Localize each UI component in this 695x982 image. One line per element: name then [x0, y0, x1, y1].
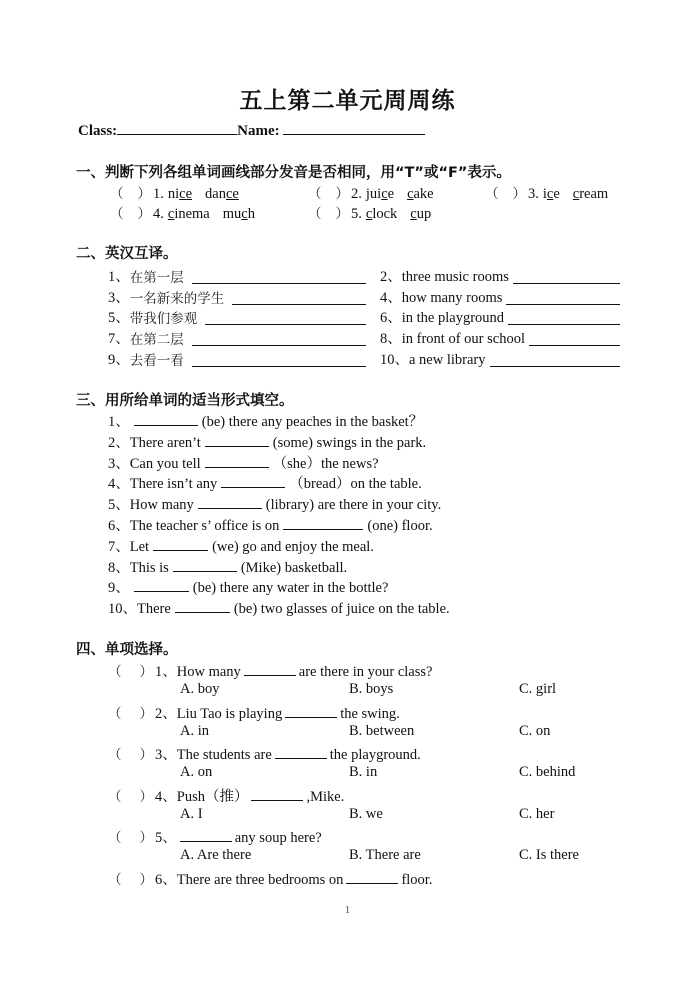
sentence-start: Let: [129, 538, 150, 555]
word-part: e: [553, 186, 560, 202]
item-number: 5.: [351, 206, 362, 222]
fill-blank[interactable]: [205, 432, 269, 447]
english-phrase: in the playground: [401, 310, 505, 326]
item-number: 9、: [108, 580, 130, 597]
sentence-end: (be) two glasses of juice on the table.: [233, 601, 450, 618]
fill-blank-item: [108, 535, 374, 556]
fill-blank[interactable]: [221, 473, 285, 488]
fill-blank[interactable]: [244, 661, 296, 676]
translation-blank[interactable]: [205, 310, 366, 325]
fill-blank-item: [108, 452, 379, 473]
word-1: [366, 186, 394, 202]
item-number: 4、: [380, 290, 402, 306]
answer-paren-close[interactable]: ）: [139, 789, 153, 805]
answer-paren-open[interactable]: （: [485, 186, 499, 202]
choice-question: [108, 743, 421, 764]
translation-blank[interactable]: [506, 290, 620, 305]
translation-item-right: [380, 348, 620, 369]
fill-blank[interactable]: [173, 557, 237, 572]
fill-blank-item: [108, 556, 347, 577]
option-a[interactable]: A. on: [180, 764, 213, 780]
sentence-end: the swing.: [340, 706, 400, 722]
item-number: 5、: [155, 830, 177, 846]
option-b[interactable]: B. we: [349, 806, 383, 822]
answer-paren-open[interactable]: （: [108, 747, 122, 763]
english-phrase: in front of our school: [401, 331, 525, 347]
item-number: 1.: [153, 186, 164, 202]
fill-blank-item: [108, 493, 441, 514]
underlined-part: c: [410, 206, 417, 222]
item-number: 8、: [108, 559, 130, 576]
page-title: 五上第二单元周周练: [239, 88, 456, 114]
sentence-start: There: [137, 601, 171, 618]
item-number: 8、: [380, 331, 402, 347]
word-part: h: [247, 206, 255, 222]
option-a[interactable]: A. in: [180, 723, 209, 739]
choice-question: [108, 826, 322, 847]
section2-heading: 二、英汉互译。: [76, 246, 178, 262]
option-a[interactable]: A. Are there: [180, 847, 252, 863]
word-part: jui: [365, 186, 382, 202]
translation-blank[interactable]: [513, 269, 620, 284]
word-1: [366, 206, 397, 222]
answer-paren-close[interactable]: ）: [335, 206, 349, 222]
option-b[interactable]: B. in: [349, 764, 378, 780]
answer-paren-close[interactable]: ）: [139, 706, 153, 722]
word-part: i: [542, 186, 547, 202]
fill-blank[interactable]: [251, 786, 303, 801]
word-part: lock: [372, 206, 398, 222]
fill-blank[interactable]: [134, 411, 198, 426]
sentence-end: (library) are there in your city.: [265, 497, 442, 514]
item-number: 6、: [108, 518, 130, 534]
option-c[interactable]: C. on: [519, 723, 551, 739]
word-2: [410, 206, 431, 222]
item-number: 1、: [155, 664, 177, 680]
item-number: 3、: [108, 290, 130, 306]
chinese-phrase: 一名新来的学生: [129, 291, 225, 307]
class-field[interactable]: [117, 120, 237, 135]
translation-item-right: [380, 265, 620, 286]
option-c[interactable]: C. Is there: [519, 847, 579, 863]
option-b[interactable]: B. There are: [349, 847, 421, 863]
sentence-end: (be) there any peaches in the basket？: [201, 414, 424, 430]
option-a[interactable]: A. boy: [180, 681, 220, 697]
word-2: [223, 206, 255, 222]
underlined-part: c: [241, 206, 248, 222]
sentence-end: (Mike) basketball.: [240, 559, 348, 576]
word-1: [168, 206, 210, 222]
sentence-end: ,Mike.: [306, 789, 345, 805]
translation-item-left: [108, 306, 366, 327]
sentence-start: Can you tell: [129, 455, 201, 472]
fill-blank-item: [108, 472, 422, 493]
fill-blank-item: [108, 597, 450, 618]
phonics-item: [308, 202, 431, 223]
english-phrase: a new library: [409, 352, 486, 368]
sentence-start: How many: [129, 497, 194, 514]
answer-paren-open[interactable]: （: [308, 206, 322, 222]
word-part: ni: [167, 186, 180, 202]
sentence-end: (be) there any water in the bottle?: [192, 580, 389, 597]
word-part: dan: [205, 186, 226, 202]
translation-blank[interactable]: [192, 352, 366, 367]
english-phrase: three music rooms: [401, 269, 509, 285]
answer-paren-open[interactable]: （: [108, 664, 122, 680]
sentence-end: any soup here?: [234, 830, 322, 846]
chinese-phrase: 去看一看: [129, 353, 184, 369]
item-number: 7、: [108, 331, 130, 347]
word-part: up: [416, 206, 432, 222]
underlined-part: c: [546, 186, 554, 202]
translation-item-left: [108, 348, 366, 369]
underlined-part: c: [167, 206, 175, 222]
sentence-start: How many: [176, 664, 241, 680]
sentence-start: There are three bedrooms on: [176, 872, 344, 888]
translation-item-right: [380, 306, 620, 327]
chinese-phrase: 在第二层: [129, 332, 184, 348]
answer-paren-open[interactable]: （: [108, 789, 122, 805]
translation-item-right: [380, 327, 620, 348]
word-part: ake: [413, 186, 434, 202]
translation-item-left: [108, 265, 366, 286]
fill-blank[interactable]: [153, 536, 208, 551]
fill-blank[interactable]: [134, 577, 189, 592]
answer-paren-open[interactable]: （: [308, 186, 322, 202]
fill-blank-item: [108, 410, 423, 431]
sentence-start: There isn’t any: [129, 476, 218, 493]
chinese-phrase: 带我们参观: [129, 311, 198, 327]
item-number: 1、: [108, 269, 130, 285]
fill-blank[interactable]: [275, 744, 327, 759]
item-number: 9、: [108, 352, 130, 368]
sentence-start: This is: [129, 559, 169, 576]
phonics-item: [110, 182, 239, 203]
english-phrase: how many rooms: [401, 290, 503, 306]
answer-paren-close[interactable]: ）: [137, 186, 151, 202]
fill-blank[interactable]: [346, 869, 398, 884]
answer-paren-close[interactable]: ）: [139, 872, 153, 888]
section1-heading: 一、判断下列各组单词画线部分发音是否相同，用“T”或“F”表示。: [76, 165, 511, 181]
item-number: 3、: [155, 747, 177, 763]
item-number: 4、: [155, 789, 177, 805]
answer-paren-close[interactable]: ）: [139, 747, 153, 763]
sentence-start: The teacher s’ office is on: [129, 518, 280, 534]
underlined-part: ce: [179, 186, 193, 202]
sentence-end: floor.: [401, 872, 433, 888]
answer-paren-open[interactable]: （: [110, 206, 124, 222]
item-number: 2、: [380, 269, 402, 285]
item-number: 2、: [155, 706, 177, 722]
fill-blank[interactable]: [180, 827, 232, 842]
answer-paren-close[interactable]: ）: [137, 206, 151, 222]
word-part: ream: [579, 186, 609, 202]
translation-item-left: [108, 327, 366, 348]
option-b[interactable]: B. boys: [349, 681, 394, 697]
fill-blank-item: [108, 576, 388, 597]
word-2: [573, 186, 608, 202]
sentence-end: （bread）on the table.: [289, 476, 422, 493]
fill-blank-item: [108, 514, 433, 535]
underlined-part: c: [572, 186, 580, 202]
answer-paren-close[interactable]: ）: [139, 830, 153, 846]
item-number: 6、: [380, 310, 402, 326]
item-number: 6、: [155, 872, 177, 888]
underlined-part: c: [407, 186, 414, 202]
translation-blank[interactable]: [508, 310, 620, 325]
choice-question: [108, 702, 400, 723]
sentence-end: the playground.: [329, 747, 421, 763]
item-number: 10、: [108, 601, 137, 618]
option-b[interactable]: B. between: [349, 723, 415, 739]
class-name-line: [78, 120, 425, 140]
fill-blank[interactable]: [205, 453, 269, 468]
item-number: 1、: [108, 414, 130, 430]
word-part: mu: [222, 206, 242, 222]
item-number: 7、: [108, 538, 130, 555]
sentence-end: （she）the news?: [272, 455, 379, 472]
item-number: 4、: [108, 476, 130, 493]
phonics-item: [485, 182, 608, 203]
item-number: 2.: [351, 186, 362, 202]
choice-question: [108, 660, 432, 681]
underlined-part: ce: [225, 186, 239, 202]
item-number: 5、: [108, 310, 130, 326]
sentence-start: The students are: [176, 747, 272, 763]
translation-blank[interactable]: [192, 331, 366, 346]
name-label: Name:: [237, 123, 280, 139]
section3-heading: 三、用所给单词的适当形式填空。: [76, 393, 294, 409]
fill-blank[interactable]: [285, 703, 337, 718]
fill-blank[interactable]: [198, 494, 262, 509]
answer-paren-close[interactable]: ）: [512, 186, 526, 202]
page-number: 1: [344, 904, 351, 916]
option-c[interactable]: C. her: [519, 806, 555, 822]
item-number: 3、: [108, 455, 130, 472]
translation-blank[interactable]: [490, 352, 621, 367]
answer-paren-open[interactable]: （: [110, 186, 124, 202]
name-field[interactable]: [283, 120, 425, 135]
sentence-end: (one) floor.: [367, 518, 433, 534]
translation-blank[interactable]: [232, 290, 366, 305]
option-c[interactable]: C. girl: [519, 681, 557, 697]
word-2: [205, 186, 239, 202]
sentence-end: (some) swings in the park.: [272, 434, 427, 451]
phonics-item: [308, 182, 434, 203]
answer-paren-open[interactable]: （: [108, 872, 122, 888]
sentence-end: (we) go and enjoy the meal.: [212, 538, 374, 555]
item-number: 2、: [108, 434, 130, 451]
item-number: 3.: [528, 186, 539, 202]
chinese-phrase: 在第一层: [129, 270, 184, 286]
underlined-part: c: [381, 186, 388, 202]
sentence-start: Push（推）: [176, 789, 249, 805]
translation-blank[interactable]: [529, 331, 620, 346]
fill-blank[interactable]: [283, 515, 363, 530]
option-a[interactable]: A. I: [180, 806, 203, 822]
word-part: inema: [174, 206, 210, 222]
choice-question: [108, 785, 344, 806]
answer-paren-open[interactable]: （: [108, 706, 122, 722]
sentence-end: are there in your class?: [298, 664, 433, 680]
fill-blank[interactable]: [175, 598, 230, 613]
translation-item-right: [380, 286, 620, 307]
sentence-start: There aren’t: [129, 434, 201, 451]
answer-paren-open[interactable]: （: [108, 830, 122, 846]
option-c[interactable]: C. behind: [519, 764, 576, 780]
underlined-part: c: [365, 206, 373, 222]
phonics-item: [110, 202, 255, 223]
translation-item-left: [108, 286, 366, 307]
word-1: [168, 186, 192, 202]
fill-blank-item: [108, 431, 426, 452]
word-part: e: [387, 186, 395, 202]
answer-paren-close[interactable]: ）: [139, 664, 153, 680]
word-1: [543, 186, 560, 202]
sentence-start: Liu Tao is playing: [176, 706, 283, 722]
answer-paren-close[interactable]: ）: [335, 186, 349, 202]
item-number: 5、: [108, 497, 130, 514]
choice-question: [108, 868, 432, 889]
item-number: 4.: [153, 206, 164, 222]
section4-heading: 四、单项选择。: [76, 642, 178, 658]
item-number: 10、: [380, 352, 409, 368]
class-label: Class:: [78, 123, 118, 139]
word-2: [407, 186, 434, 202]
translation-blank[interactable]: [192, 269, 366, 284]
